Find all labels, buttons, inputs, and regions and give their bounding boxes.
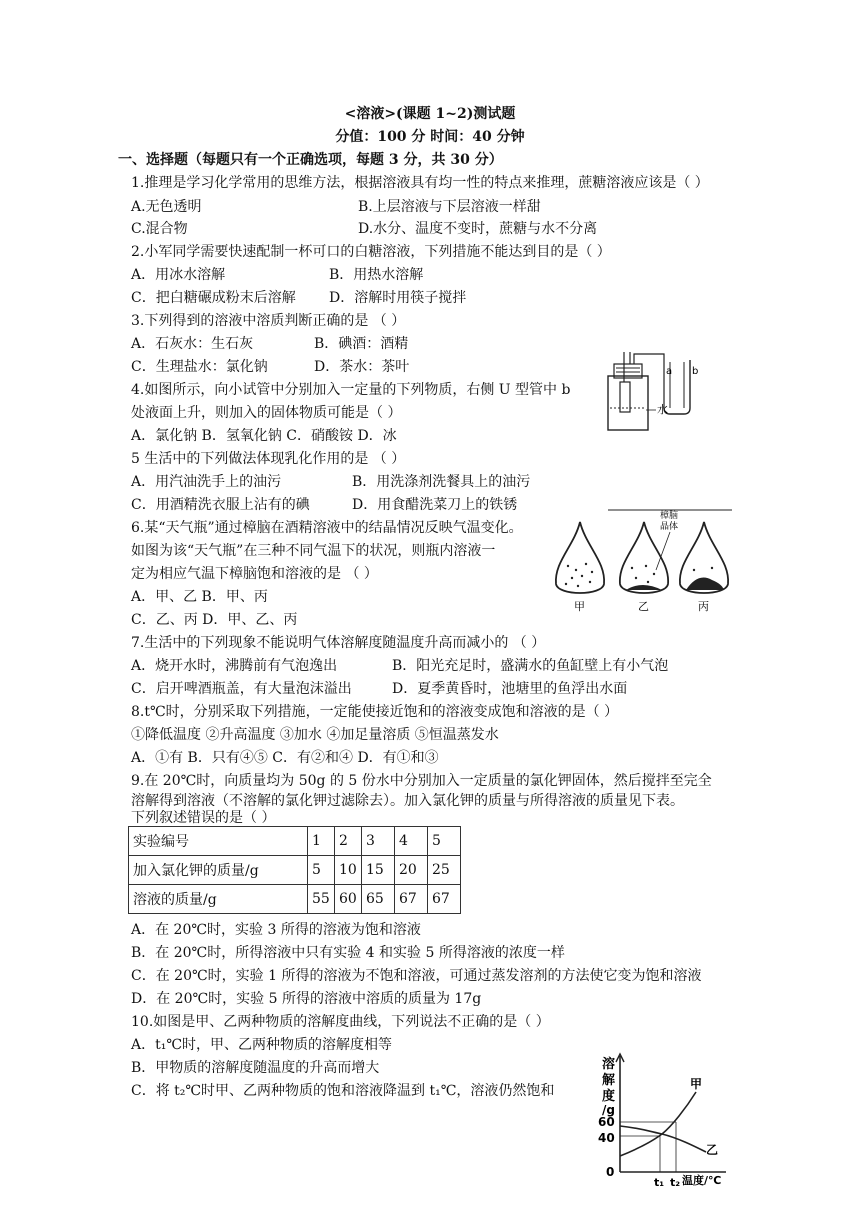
table-cell: 65 (362, 885, 395, 914)
graph-xlabel: 温度/℃ (682, 1174, 722, 1187)
table-row (129, 827, 461, 856)
q2-option-d: D．溶解时用筷子搅拌 (329, 290, 467, 306)
q6-options-ab: A．甲、乙 B．甲、丙 (131, 589, 268, 605)
q6-options-cd: C．乙、丙 D．甲、乙、丙 (131, 612, 298, 628)
table-cell: 2 (335, 827, 362, 856)
q8-measures: ①降低温度 ②升高温度 ③加水 ④加足量溶质 ⑤恒温蒸发水 (131, 727, 499, 743)
q7-option-a: A．烧开水时，沸腾前有气泡逸出 (131, 658, 338, 674)
q10-stem: 10.如图是甲、乙两种物质的溶解度曲线，下列说法不正确的是（ ） (131, 1014, 550, 1030)
q8-options: A．①有 B．只有④⑤ C．有②和④ D．有①和③ (131, 750, 439, 766)
q6-label-yi: 乙 (638, 600, 649, 613)
q3-stem: 3.下列得到的溶液中溶质判断正确的是 （ ） (131, 313, 406, 329)
table-row (129, 856, 461, 885)
q9-stem-line2: 溶解得到溶液（不溶解的氯化钾过滤除去）。加入氯化钾的质量与所得溶液的质量见下表。 (131, 793, 684, 809)
q1-option-b: B.上层溶液与下层溶液一样甜 (358, 199, 541, 215)
q9-option-c: C．在 20℃时，实验 1 所得的溶液为不饱和溶液，可通过蒸发溶剂的方法使它变为饱和溶液 (131, 968, 702, 984)
q2-option-c: C．把白糖碾成粉末后溶解 (131, 290, 296, 306)
q4-small-test-tube (620, 382, 630, 412)
section-heading: 一、选择题（每题只有一个正确选项，每题 3 分，共 30 分） (118, 152, 503, 168)
q4-label-a: a (666, 366, 673, 377)
q10-option-c: C．将 t₂℃时甲、乙两种物质的饱和溶液降温到 t₁℃，溶液仍然饱和 (131, 1083, 555, 1099)
graph-label-jia: 甲 (690, 1077, 703, 1091)
q6-label-crystal: 晶体 (660, 522, 679, 532)
table-cell: 55 (308, 885, 335, 914)
q10-option-a: A．t₁℃时，甲、乙两种物质的溶解度相等 (131, 1037, 393, 1053)
table-cell: 1 (308, 827, 335, 856)
table-cell: 25 (428, 856, 461, 885)
table-row (129, 885, 461, 914)
q2-stem: 2.小军同学需要快速配制一杯可口的白糖溶液，下列措施不能达到目的是（ ） (131, 244, 611, 260)
exam-title: <溶液>(课题 1~2)测试题 (344, 106, 516, 122)
q6-label-camphor: 樟脑 (660, 511, 679, 521)
q4-connecting-tube (634, 354, 664, 408)
graph-curve-yi (620, 1126, 706, 1152)
table-cell: 15 (362, 856, 395, 885)
q1-option-d: D.水分、温度不变时，蔗糖与水不分离 (358, 221, 598, 237)
q3-option-a: A．石灰水：生石灰 (131, 336, 254, 352)
q9-experiment-table (128, 826, 461, 914)
q5-stem: 5 生活中的下列做法体现乳化作用的是 （ ） (131, 451, 406, 467)
q6-bottle-yi (620, 522, 668, 593)
q5-option-b: B．用洗涤剂洗餐具上的油污 (352, 474, 531, 490)
q1-stem: 1.推理是学习化学常用的思维方法，根据溶液具有均一性的特点来推理，蔗糖溶液应该是（ ） (131, 175, 709, 191)
q4-options: A．氯化钠 B．氢氧化钠 C．硝酸铵 D．冰 (131, 428, 397, 444)
graph-ylabel-1: 溶 (602, 1057, 616, 1072)
q9-option-a: A．在 20℃时，实验 3 所得的溶液为饱和溶液 (131, 922, 421, 938)
graph-ylabel-3: 度 (602, 1089, 616, 1104)
table-cell: 实验编号 (129, 827, 308, 856)
graph-ylabel-4: /g (602, 1103, 615, 1117)
q3-option-c: C．生理盐水：氯化钠 (131, 359, 268, 375)
q6-crystals-jia (565, 563, 593, 587)
q4-label-b: b (692, 366, 699, 377)
table-cell: 4 (395, 827, 428, 856)
q6-weather-bottle-figure (552, 506, 736, 616)
q5-option-c: C．用酒精洗衣服上沾有的碘 (131, 497, 310, 513)
graph-label-t2: t₂ (670, 1176, 681, 1189)
q6-stem-line1: 6.某“天气瓶”通过樟脑在酒精溶液中的结晶情况反映气温变化。 (131, 520, 523, 536)
q7-option-d: D．夏季黄昏时，池塘里的鱼浮出水面 (392, 681, 628, 697)
graph-curve-jia (620, 1092, 696, 1156)
q9-stem-line1: 9.在 20℃时，向质量均为 50g 的 5 份水中分别加入一定质量的氯化钾固体，然后搅拌至完全 (131, 773, 712, 789)
q9-option-b: B．在 20℃时，所得溶液中只有实验 4 和实验 5 所得溶液的浓度一样 (131, 945, 565, 961)
table-cell: 67 (395, 885, 428, 914)
q9-stem-line3: 下列叙述错误的是（ ） (131, 810, 276, 826)
q6-label-bing: 丙 (698, 600, 709, 613)
q10-solubility-curve-figure (594, 1050, 734, 1190)
q1-option-a: A.无色透明 (131, 199, 202, 215)
q7-option-c: C．启开啤酒瓶盖，有大量泡沫溢出 (131, 681, 352, 697)
q9-option-d: D．在 20℃时，实验 5 所得的溶液中溶质的质量为 17g (131, 991, 482, 1007)
graph-ylabel-2: 解 (602, 1073, 616, 1088)
q5-option-d: D．用食醋洗菜刀上的铁锈 (352, 497, 518, 513)
graph-label-t1: t₁ (654, 1176, 665, 1189)
q2-option-b: B．用热水溶解 (329, 267, 424, 283)
q4-stem-line2: 处液面上升，则加入的固体物质可能是（ ） (131, 405, 402, 421)
q6-bottle-jia (556, 522, 604, 593)
q7-stem: 7.生活中的下列现象不能说明气体溶解度随温度升高而减小的 （ ） (131, 635, 546, 651)
q3-option-b: B．碘酒：酒精 (314, 336, 409, 352)
q5-option-a: A．用汽油洗手上的油污 (131, 474, 282, 490)
graph-tick-40: 40 (598, 1131, 615, 1145)
graph-tick-60: 60 (598, 1115, 615, 1129)
q4-u-tube-apparatus-figure (600, 348, 712, 432)
table-cell: 20 (395, 856, 428, 885)
table-cell: 加入氯化钾的质量/g (129, 856, 308, 885)
table-cell: 10 (335, 856, 362, 885)
table-cell: 3 (362, 827, 395, 856)
table-cell: 5 (428, 827, 461, 856)
q2-option-a: A．用冰水溶解 (131, 267, 226, 283)
q1-option-c: C.混合物 (131, 221, 188, 237)
graph-label-yi: 乙 (706, 1143, 719, 1157)
table-cell: 60 (335, 885, 362, 914)
table-cell: 5 (308, 856, 335, 885)
q6-label-jia: 甲 (574, 600, 585, 613)
q6-stem-line3: 定为相应气温下樟脑饱和溶液的是 （ ） (131, 566, 378, 582)
q3-option-d: D．茶水：茶叶 (314, 359, 410, 375)
q8-stem: 8.t℃时，分别采取下列措施，一定能使接近饱和的溶液变成饱和溶液的是（ ） (131, 704, 619, 720)
table-cell: 67 (428, 885, 461, 914)
q6-crystals-bing (686, 567, 724, 590)
q7-option-b: B．阳光充足时，盛满水的鱼缸壁上有小气泡 (392, 658, 669, 674)
q10-option-b: B．甲物质的溶解度随温度的升高而增大 (131, 1060, 380, 1076)
q4-label-water: 水 (657, 403, 668, 416)
table-cell: 溶液的质量/g (129, 885, 308, 914)
q4-flask (608, 376, 648, 430)
q4-stem-line1: 4.如图所示，向小试管中分别加入一定量的下列物质，右侧 U 型管中 b (131, 382, 571, 398)
q6-stem-line2: 如图为该“天气瓶”在三种不同气温下的状况，则瓶内溶液一 (131, 543, 496, 559)
graph-origin-0: 0 (606, 1165, 615, 1179)
exam-meta: 分值：100 分 时间：40 分钟 (335, 129, 525, 145)
